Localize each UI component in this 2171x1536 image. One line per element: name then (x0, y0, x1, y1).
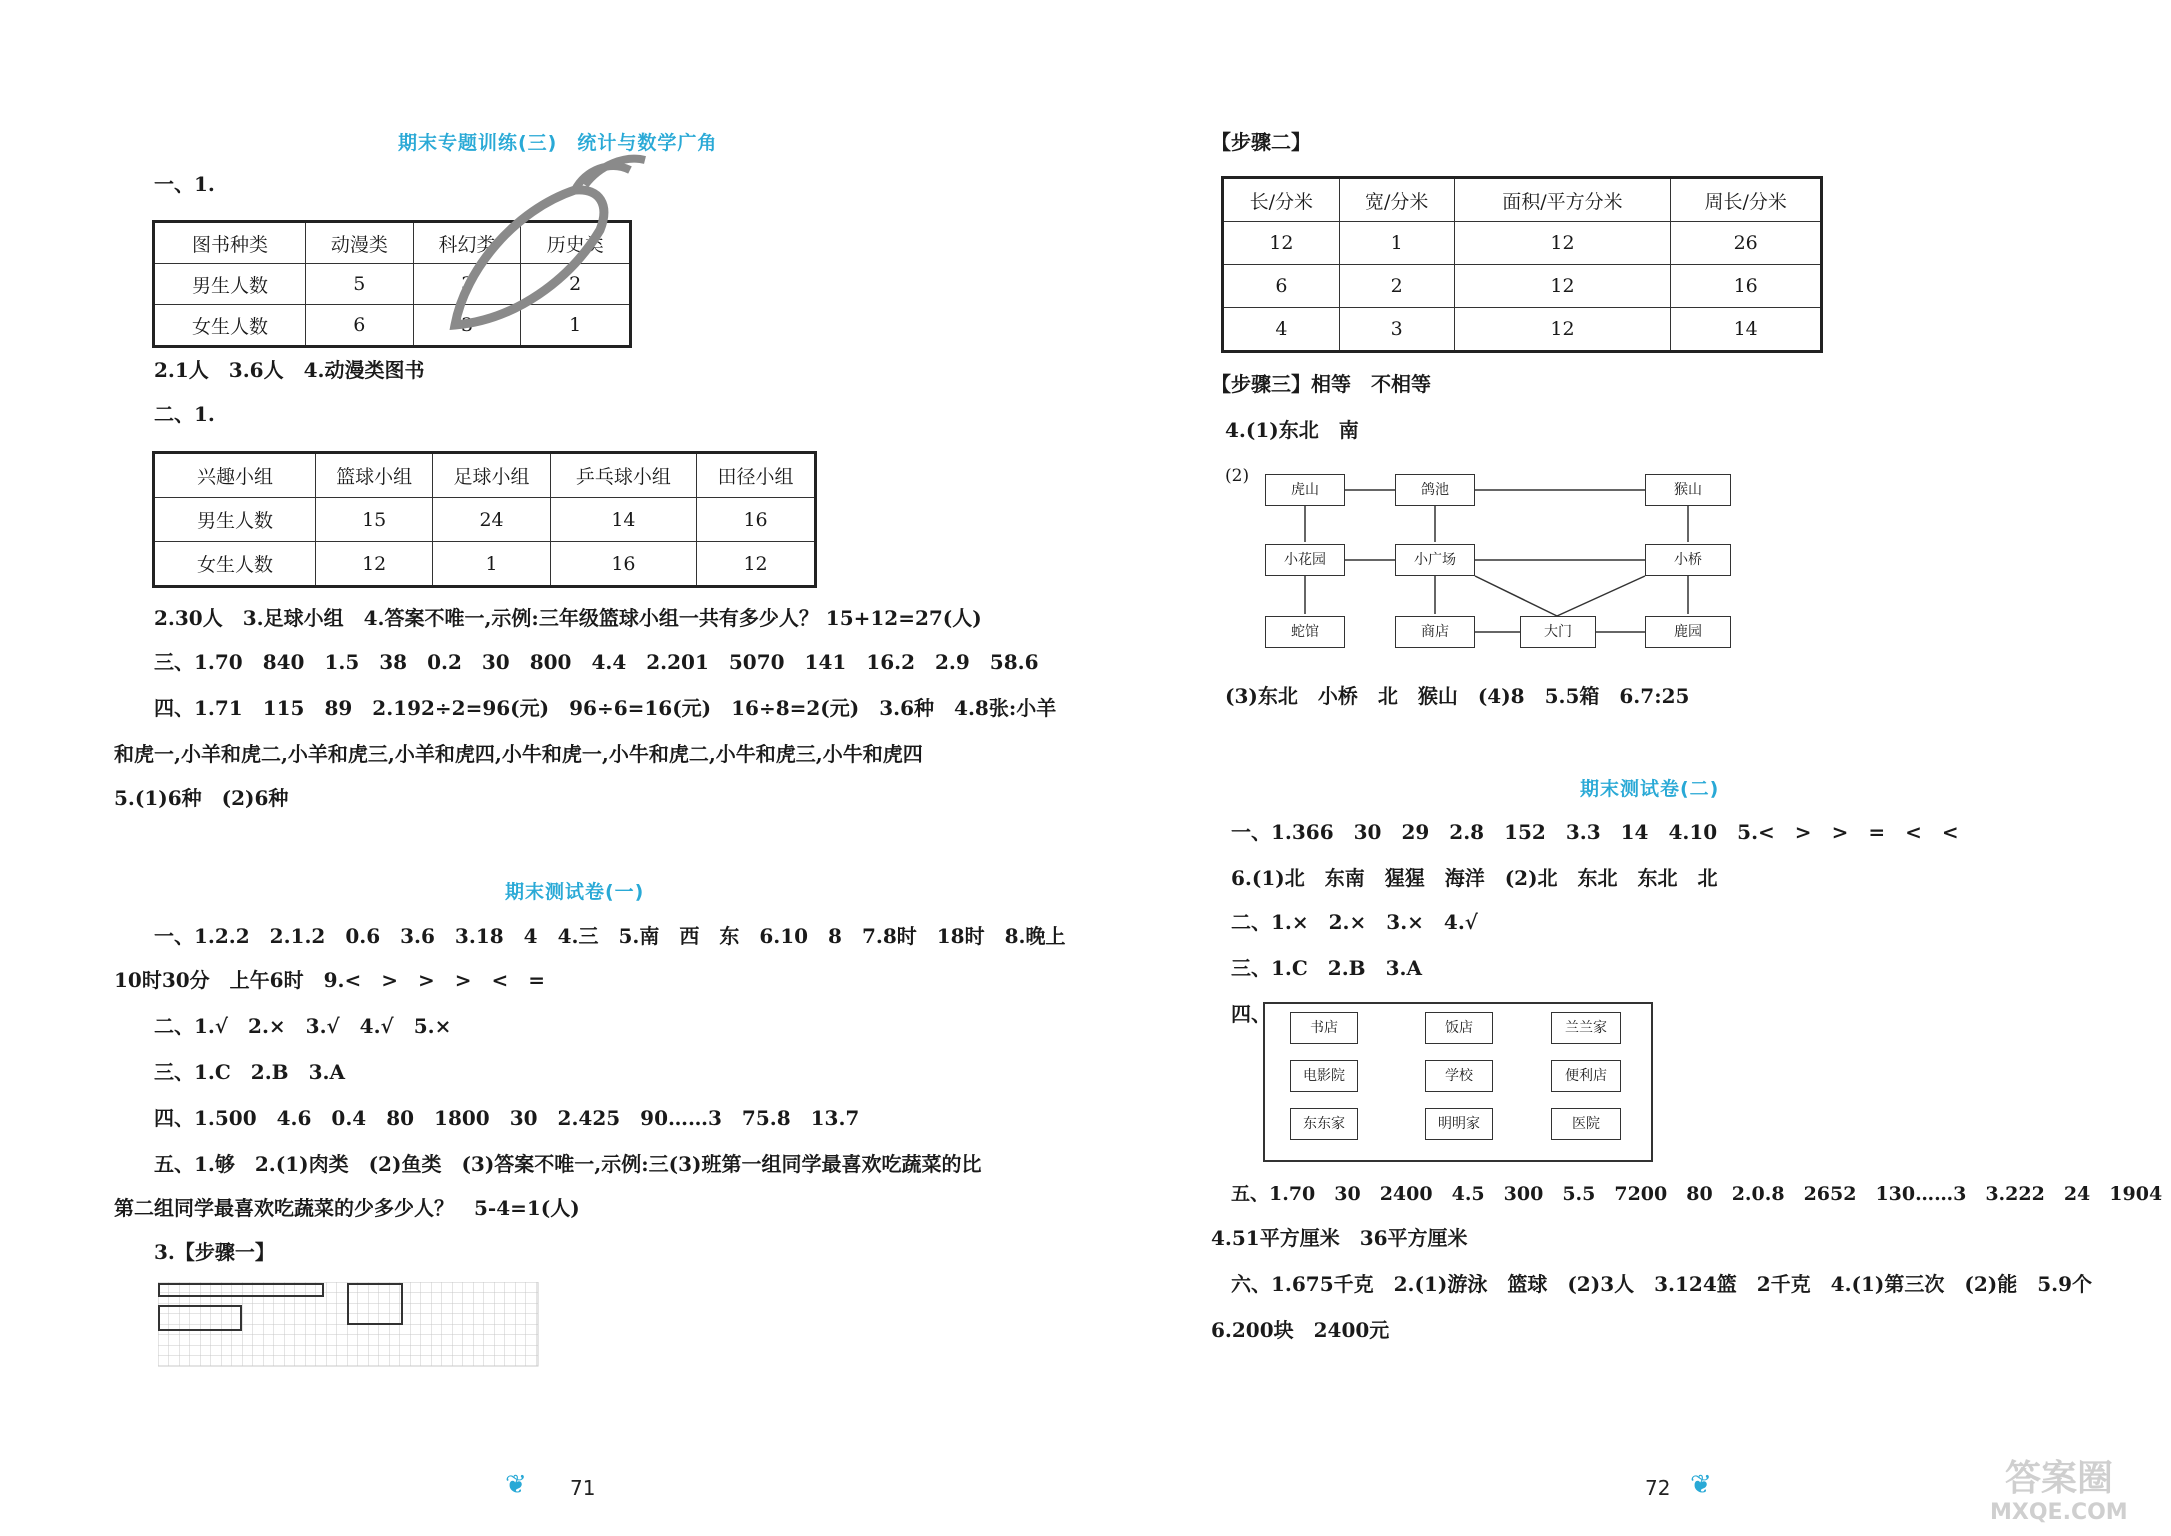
section-1-answers: 2.1人 3.6人 4.动漫类图书 (154, 358, 425, 382)
table-cell: 3 (1339, 308, 1454, 352)
map-node-snake-house: 蛇馆 (1265, 616, 1345, 648)
watermark-logo: 答案圈 (2005, 1458, 2114, 1499)
table-cell: 26 (1671, 222, 1822, 265)
table-cell: 15 (316, 498, 433, 542)
table-cell: 3 (413, 264, 521, 305)
table-cell: 女生人数 (154, 542, 316, 587)
map-node-small-square: 小广场 (1395, 544, 1475, 576)
map-node-small-garden: 小花园 (1265, 544, 1345, 576)
table-cell: 2 (1339, 265, 1454, 308)
section-title-special-training: 期末专题训练(三) 统计与数学广角 (398, 132, 718, 154)
table-cell: 2 (521, 264, 631, 305)
test1-line1: 一、1.2.2 2.1.2 0.6 3.6 3.18 4 4.三 5.南 西 东 6.10 8 7.8时 18时 8.晚上 (154, 924, 1066, 948)
step3-answer: 【步骤三】相等 不相等 (1211, 372, 1431, 396)
section-4-line3: 5.(1)6种 (2)6种 (114, 786, 289, 810)
leaf-decoration-icon: ❦ (1690, 1470, 1712, 1500)
rectangle-table (1221, 176, 1823, 353)
map-node-gate: 大门 (1520, 616, 1596, 648)
section-1-label: 一、1. (154, 172, 215, 196)
table-cell: 5 (306, 264, 414, 305)
table-cell: 16 (1671, 265, 1822, 308)
table-cell: 12 (316, 542, 433, 587)
test2-line2: 6.(1)北 东南 猩猩 海洋 (2)北 东北 东北 北 (1231, 866, 1718, 890)
test1-line7: 第二组同学最喜欢吃蔬菜的少多少人？ 5-4=1(人) (114, 1196, 580, 1220)
map-node-dongdong-home: 东东家 (1290, 1108, 1358, 1140)
section-title-final-test-2: 期末测试卷(二) (1580, 778, 1720, 800)
map-node-small-bridge: 小桥 (1645, 544, 1731, 576)
map-node-monkey-hill: 猴山 (1645, 474, 1731, 506)
test2-line1: 一、1.366 30 29 2.8 152 3.3 14 4.10 5.< > > = < < (1231, 820, 1959, 844)
test1-line8: 3.【步骤一】 (154, 1240, 275, 1264)
table-cell: 动漫类 (306, 222, 414, 264)
table-cell: 面积/平方分米 (1454, 178, 1671, 222)
section-2-label: 二、1. (154, 402, 215, 426)
table-cell: 14 (1671, 308, 1822, 352)
table-cell: 科幻类 (413, 222, 521, 264)
test2-line9: 6.200块 2400元 (1211, 1318, 1390, 1342)
section-title-final-test-1: 期末测试卷(一) (505, 881, 645, 903)
section-4-line1: 四、1.71 115 89 2.192÷2=96(元) 96÷6=16(元) 16÷8=2(元) 3.6种 4.8张:小羊 (154, 696, 1057, 720)
table-row (154, 542, 816, 587)
test2-line7: 4.51平方厘米 36平方厘米 (1211, 1226, 1468, 1250)
table-row (1223, 308, 1822, 352)
table-row (1223, 178, 1822, 222)
table-cell: 历史类 (521, 222, 631, 264)
table-cell: 6 (306, 305, 414, 347)
map-node-convenience-store: 便利店 (1551, 1060, 1621, 1092)
table-cell: 12 (1454, 265, 1671, 308)
test2-line6: 五、1.70 30 2400 4.5 300 5.5 7200 80 2.0.8 2652 130……3 3.222 24 1904 (1231, 1183, 2163, 1205)
test1-line6: 五、1.够 2.(1)肉类 (2)鱼类 (3)答案不唯一,示例:三(3)班第一组同学最喜欢吃蔬菜的比 (154, 1152, 982, 1176)
table-cell: 3 (413, 305, 521, 347)
table-cell: 12 (1454, 308, 1671, 352)
test2-line5: 四、 (1231, 1002, 1271, 1026)
table-row (1223, 222, 1822, 265)
test2-line4: 三、1.C 2.B 3.A (1231, 956, 1422, 980)
map-node-shop: 商店 (1395, 616, 1475, 648)
table-row (154, 498, 816, 542)
table-cell: 周长/分米 (1671, 178, 1822, 222)
q4-part1: 4.(1)东北 南 (1225, 418, 1359, 442)
table-cell: 12 (1223, 222, 1340, 265)
test1-line5: 四、1.500 4.6 0.4 80 1800 30 2.425 90……3 75.8 13.7 (154, 1106, 860, 1130)
table-row (154, 453, 816, 498)
map-node-tiger-hill: 虎山 (1265, 474, 1345, 506)
page-number: 71 (570, 1476, 596, 1500)
q4-part2-label: (2) (1225, 466, 1250, 486)
map-node-hospital: 医院 (1551, 1108, 1621, 1140)
map-node-bookstore: 书店 (1290, 1012, 1358, 1044)
test2-line3: 二、1.× 2.× 3.× 4.√ (1231, 910, 1478, 934)
page-number: 72 (1645, 1476, 1671, 1500)
test1-line4: 三、1.C 2.B 3.A (154, 1060, 345, 1084)
table-cell: 乒乓球小组 (550, 453, 696, 498)
map-node-mingming-home: 明明家 (1425, 1108, 1493, 1140)
section-2-answers: 2.30人 3.足球小组 4.答案不唯一,示例:三年级篮球小组一共有多少人？ 15+12=27(人) (154, 606, 982, 630)
table-cell: 图书种类 (154, 222, 306, 264)
table-cell: 6 (1223, 265, 1340, 308)
table-cell: 12 (697, 542, 816, 587)
right-page (1085, 0, 2171, 1536)
table-cell: 1 (433, 542, 550, 587)
table-cell: 4 (1223, 308, 1340, 352)
watermark-url: MXQE.COM (1990, 1500, 2128, 1525)
section-4-line2: 和虎一,小羊和虎二,小羊和虎三,小羊和虎四,小牛和虎一,小牛和虎二,小牛和虎三,小牛和虎四 (114, 742, 923, 766)
step2-label: 【步骤二】 (1211, 130, 1311, 154)
left-page (0, 0, 1085, 1536)
table-cell: 16 (550, 542, 696, 587)
test2-line8: 六、1.675千克 2.(1)游泳 篮球 (2)3人 3.124篮 2千克 4.(1)第三次 (2)能 5.9个 (1231, 1272, 2093, 1296)
test1-line3: 二、1.√ 2.× 3.√ 4.√ 5.× (154, 1014, 452, 1038)
table-cell: 12 (1454, 222, 1671, 265)
table-cell: 篮球小组 (316, 453, 433, 498)
table-cell: 男生人数 (154, 498, 316, 542)
section-3-answers: 三、1.70 840 1.5 38 0.2 30 800 4.4 2.201 5070 141 16.2 2.9 58.6 (154, 650, 1039, 674)
table-cell: 24 (433, 498, 550, 542)
table-cell: 1 (521, 305, 631, 347)
carrot-sketch-icon (435, 150, 655, 340)
map-node-deer-garden: 鹿园 (1645, 616, 1731, 648)
table-cell: 女生人数 (154, 305, 306, 347)
map-node-lanlan-home: 兰兰家 (1551, 1012, 1621, 1044)
table-cell: 足球小组 (433, 453, 550, 498)
map-node-pigeon-pool: 鸽池 (1395, 474, 1475, 506)
table-cell: 长/分米 (1223, 178, 1340, 222)
map-node-school: 学校 (1425, 1060, 1493, 1092)
step1-grid-figure (158, 1282, 540, 1368)
leaf-decoration-icon: ❦ (505, 1470, 527, 1500)
table-cell: 14 (550, 498, 696, 542)
table-cell: 男生人数 (154, 264, 306, 305)
map-node-cinema: 电影院 (1290, 1060, 1358, 1092)
table-cell: 田径小组 (697, 453, 816, 498)
table-cell: 宽/分米 (1339, 178, 1454, 222)
q4-part3: (3)东北 小桥 北 猴山 (4)8 5.5箱 6.7:25 (1225, 684, 1690, 708)
map-node-restaurant: 饭店 (1425, 1012, 1493, 1044)
table-row (1223, 265, 1822, 308)
test1-line2: 10时30分 上午6时 9.< > > > < = (114, 968, 546, 992)
interest-group-table (152, 451, 817, 588)
table-cell: 兴趣小组 (154, 453, 316, 498)
table-cell: 1 (1339, 222, 1454, 265)
table-cell: 16 (697, 498, 816, 542)
